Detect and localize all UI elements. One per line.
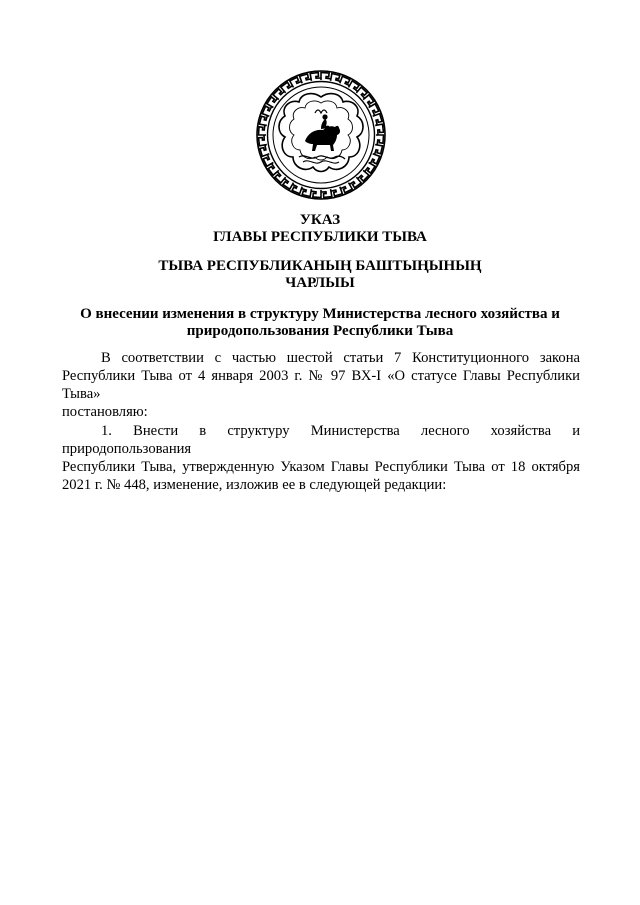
- meander-segment: [259, 125, 267, 135]
- meander-segment: [311, 190, 321, 198]
- decree-subject: [0, 306, 640, 340]
- meander-segment: [260, 145, 269, 156]
- coat-of-arms-of-tuva-icon: [255, 69, 387, 201]
- meander-segment: [310, 73, 321, 81]
- meander-segment: [321, 189, 332, 197]
- decree-subject-line-2: природопользования Республики Тыва: [186, 323, 454, 339]
- meander-segment: [331, 73, 341, 81]
- decree-title-tuvan: [0, 258, 640, 292]
- clause-1-line-1: 1. Внести в структуру Министерства лесного хозяйства и природопользования: [62, 423, 580, 457]
- preamble-paragraph: [62, 349, 580, 421]
- decree-title: [0, 212, 640, 246]
- meander-segment: [373, 114, 382, 125]
- preamble-line-2: Республики Тыва от 4 января 2003 г. № 97 ВХ-I «О статусе Главы Республики Тыва»: [62, 368, 580, 402]
- preamble-line-3: постановляю:: [62, 404, 148, 420]
- meander-segment: [302, 189, 312, 197]
- decree-subject-line-1: О внесении изменения в структуру Министерства лесного хозяйства и: [80, 306, 560, 322]
- clause-1-line-3: 2021 г. № 448, изменение, изложив ее в следующей редакции:: [62, 477, 447, 493]
- decree-title-tuvan-line-1: ТЫВА РЕСПУБЛИКАНЫҢ БАШТЫҢЫНЫҢ: [158, 258, 482, 274]
- decree-title-tuvan-line-2: ЧАРЛЫЫ: [285, 275, 355, 291]
- meander-segment: [375, 124, 383, 135]
- clause-1-paragraph: [62, 422, 580, 494]
- meander-segment: [259, 116, 267, 126]
- clause-1-line-2: Республики Тыва, утвержденную Указом Главы Республики Тыва от 18 октября: [62, 459, 580, 475]
- meander-segment: [375, 145, 383, 155]
- meander-segment: [321, 73, 331, 81]
- meander-segment: [331, 187, 342, 196]
- decree-title-line-2: ГЛАВЫ РЕСПУБЛИКИ ТЫВА: [213, 229, 427, 245]
- meander-segment: [376, 135, 384, 145]
- meander-segment: [259, 135, 267, 146]
- preamble-line-1: В соответствии с частью шестой статьи 7 Конституционного закона: [101, 350, 580, 366]
- decree-title-line-1: УКАЗ: [299, 212, 341, 228]
- meander-segment: [300, 74, 311, 83]
